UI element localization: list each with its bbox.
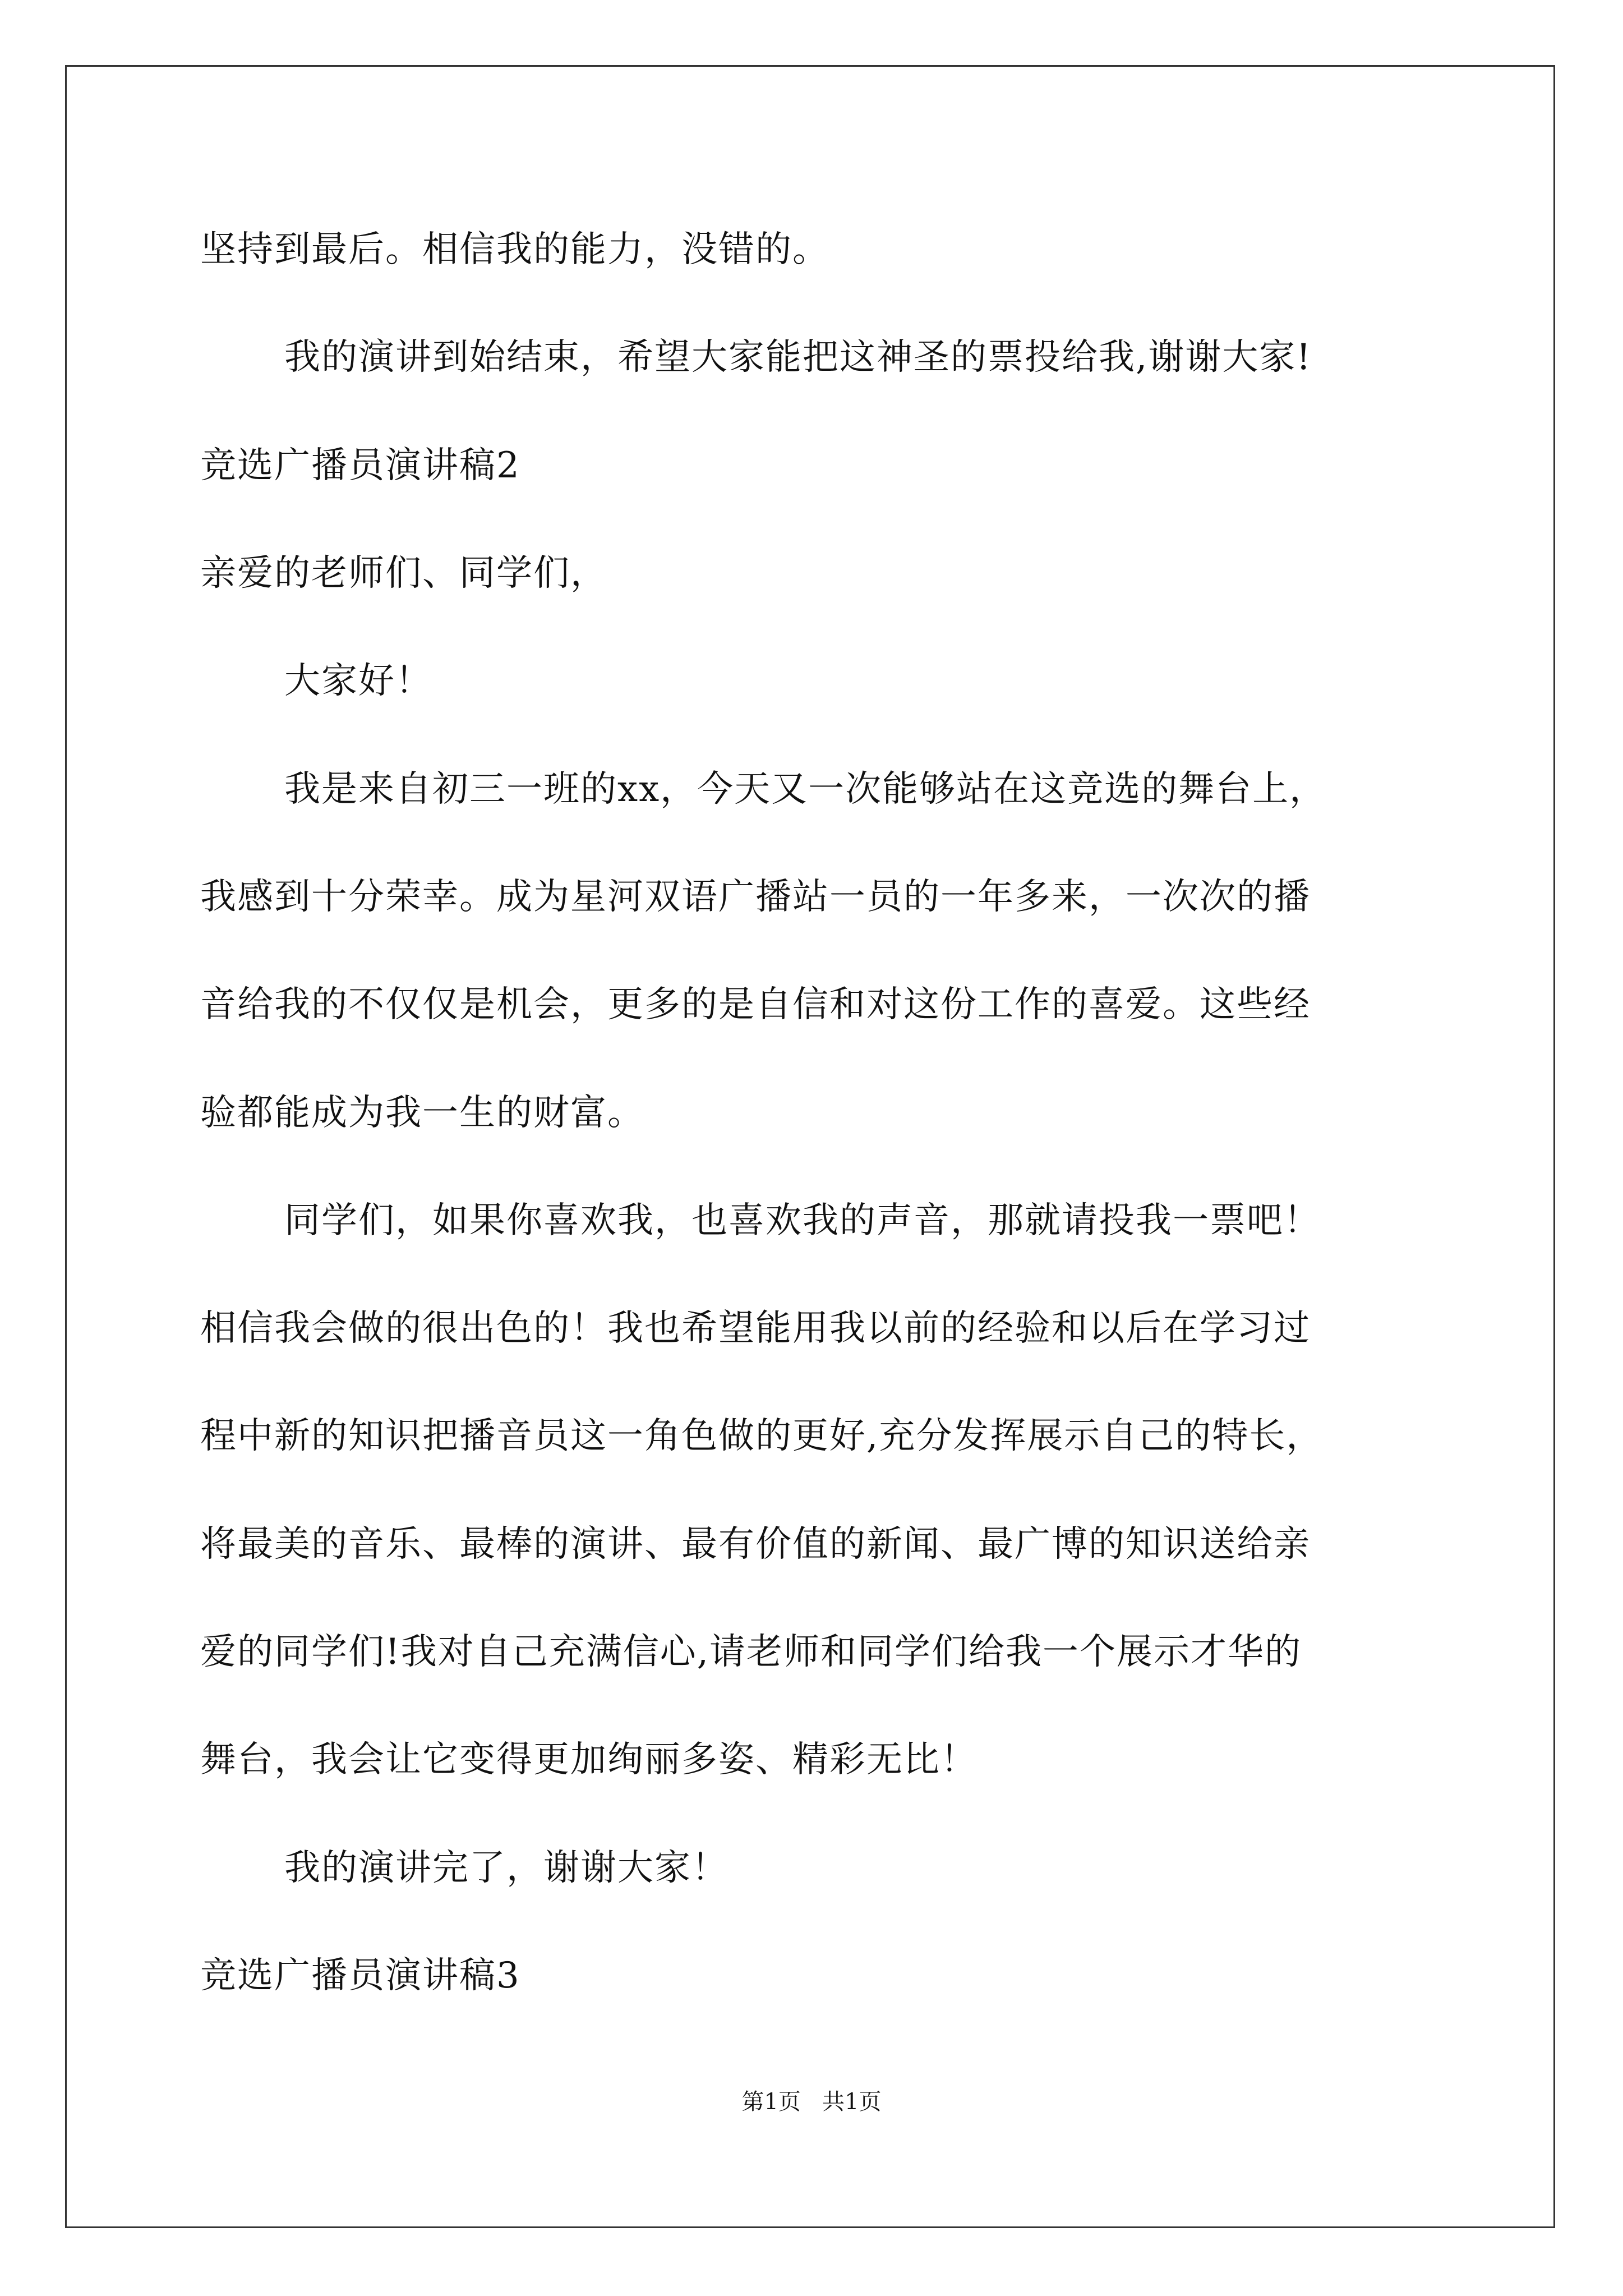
paragraph-line: 坚持到最后。相信我的能力，没错的。 <box>200 229 829 270</box>
paragraph-line: 程中新的知识把播音员这一角色做的更好,充分发挥展示自己的特长， <box>200 1415 1324 1457</box>
greeting-line: 大家好！ <box>284 660 432 702</box>
paragraph-line: 音给我的不仅仅是机会，更多的是自信和对这份工作的喜爱。这些经 <box>200 984 1311 1025</box>
paragraph-line: 验都能成为我一生的财富。 <box>200 1092 644 1134</box>
section-heading: 竞选广播员演讲稿2 <box>200 445 520 486</box>
paragraph-line: 我感到十分荣幸。成为星河双语广播站一员的一年多来，一次次的播 <box>200 876 1311 918</box>
paragraph-line: 舞台，我会让它变得更加绚丽多姿、精彩无比！ <box>200 1739 978 1780</box>
page-number-footer: 第1页 共1页 <box>741 2089 882 2115</box>
salutation-line: 亲爱的老师们、同学们， <box>200 553 607 594</box>
paragraph-line: 相信我会做的很出色的！我也希望能用我以前的经验和以后在学习过 <box>200 1308 1311 1349</box>
paragraph-line: 将最美的音乐、最棒的演讲、最有价值的新闻、最广博的知识送给亲 <box>200 1524 1311 1565</box>
section-heading: 竞选广播员演讲稿3 <box>200 1955 520 1996</box>
paragraph-line: 同学们，如果你喜欢我，也喜欢我的声音，那就请投我一票吧！ <box>284 1200 1321 1241</box>
paragraph-line: 我的演讲到始结束，希望大家能把这神圣的票投给我,谢谢大家! <box>284 337 1312 378</box>
paragraph-line: 爱的同学们!我对自己充满信心,请老师和同学们给我一个展示才华的 <box>200 1631 1302 1673</box>
closing-line: 我的演讲完了，谢谢大家！ <box>284 1847 728 1889</box>
page-border <box>65 65 1555 2228</box>
paragraph-line: 我是来自初三一班的xx，今天又一次能够站在这竞选的舞台上， <box>284 769 1327 810</box>
